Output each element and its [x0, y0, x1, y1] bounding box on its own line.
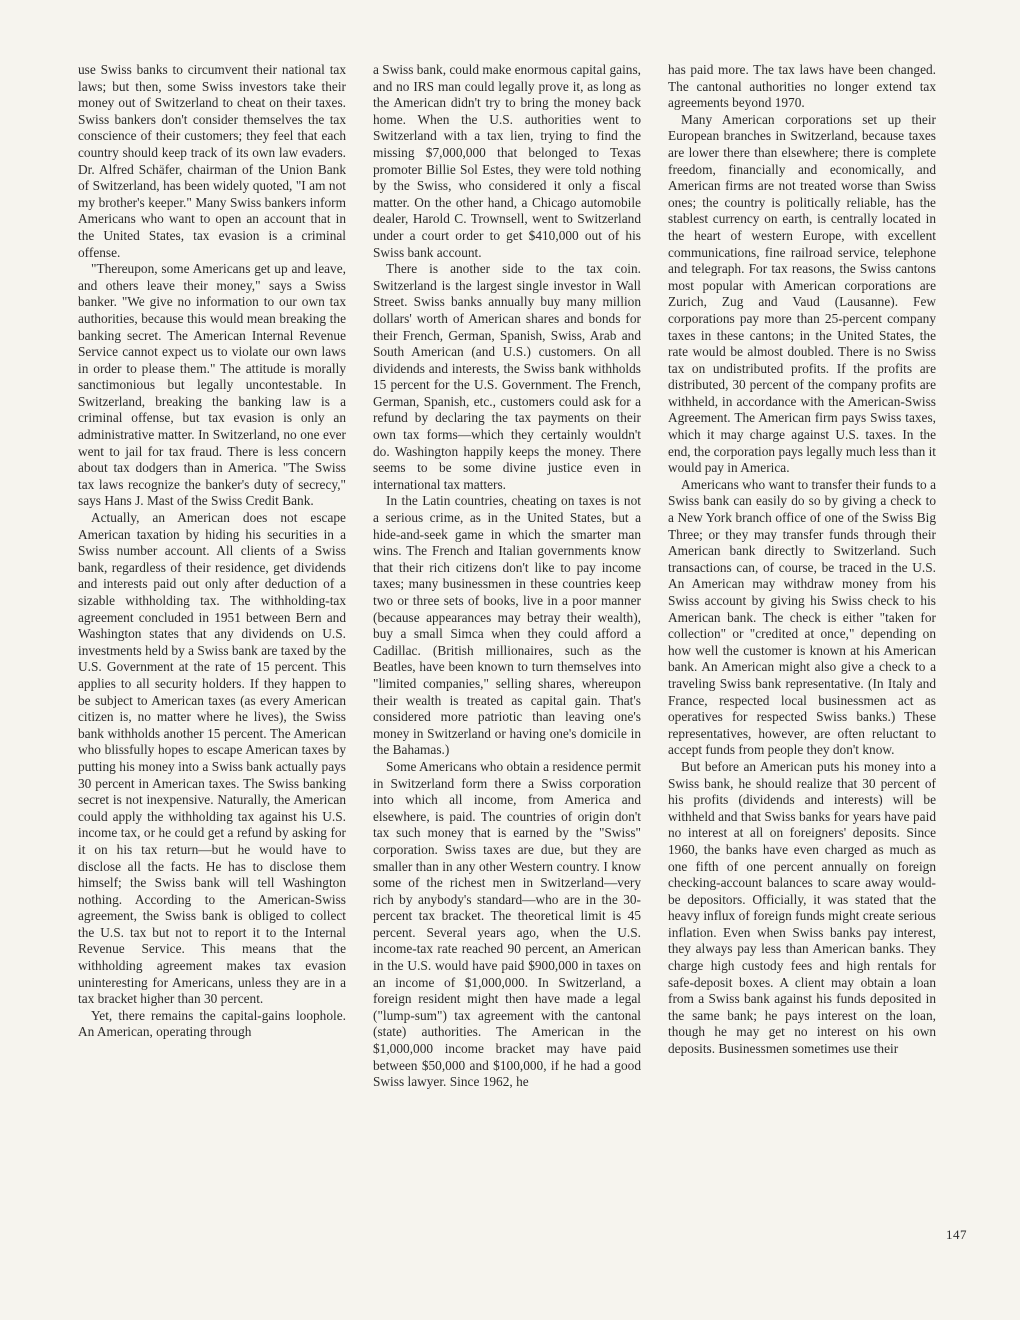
- paragraph: In the Latin countries, cheating on taxes is not a serious crime, as in the United States, but a hide-and-seek game in which the smarter man wins. The French and Italian governments know that their rich citizens don't like to pay income taxes; many businessmen in these countries keep two or three sets of books, live in a poor manner (because appearances may betray their wealth), buy a small Simca when they could afford a Cadillac. (British millionaires, such as the Beatles, have been known to turn themselves into "limited companies," selling shares, whereupon their wealth is treated as capital gain. That's considered more patriotic than leaving one's money in Switzerland or having one's domicile in the Bahamas.): [373, 493, 641, 758]
- paragraph: Yet, there remains the capital-gains loophole. An American, operating through: [78, 1007, 346, 1040]
- paragraph: a Swiss bank, could make enormous capital gains, and no IRS man could legally prove it, as long as the American didn't try to bring the money back home. When the U.S. authorities went to Switzerland with a tax lien, trying to find the missing $7,000,000 that belonged to Texas promoter Billie Sol Estes, they were told nothing by the Swiss, who considered it only a fiscal matter. On the other hand, a Chicago automobile dealer, Harold C. Trownsell, went to Switzerland under a court order to get $410,000 out of his Swiss bank account.: [373, 62, 641, 260]
- paragraph: There is another side to the tax coin. Switzerland is the largest single investor in Wall Street. Swiss banks annually buy many million dollars' worth of American shares and bonds for their French, German, Spanish, Swiss, Arab and South American (and U.S.) customers. On all dividends and interests, the Swiss bank withholds 15 percent for the U.S. Government. The French, German, Spanish, etc., customers could ask for a refund by declaring the tax payments on their own tax forms—which they certainly wouldn't do. Washington happily keeps the money. There seems to be some divine justice even in international tax matters.: [373, 261, 641, 492]
- paragraph: has paid more. The tax laws have been changed. The cantonal authorities no longer extend tax agreements beyond 1970.: [668, 62, 936, 111]
- paragraph: But before an American puts his money into a Swiss bank, he should realize that 30 percent of his profits (dividends and interests) will be withheld and that Swiss banks for years have paid no interest at all on foreigners' deposits. Since 1960, the banks have even charged as much as one fifth of one percent annually on foreign checking-account balances to scare away would-be depositors. Officially, it was stated that the heavy influx of foreign funds might create serious inflation. Even when Swiss banks pay interest, they always pay less than American banks. They charge high custody fees and high rentals for safe-deposit boxes. A client may obtain a loan from a Swiss bank against his funds deposited in the same bank; he pays interest on the loan, though he may get no interest on his own deposits. Businessmen sometimes use their: [668, 758, 936, 1057]
- text-column-1: [78, 62, 346, 1041]
- paragraph: Some Americans who obtain a residence permit in Switzerland form there a Swiss corporation into which all income, from America and elsewhere, is paid. The countries of origin don't tax such money that is earned by the "Swiss" corporation. Swiss taxes are due, but they are smaller than in any other Western country. I know some of the richest men in Switzerland—very rich by anybody's standard—who are in the 30-percent tax bracket. The theoretical limit is 45 percent. Several years ago, when the U.S. income-tax rate reached 90 percent, an American in the U.S. would have paid $900,000 in taxes on an income of $1,000,000. In Switzerland, a foreign resident might then have made a legal ("lump-sum") tax agreement with the cantonal (state) authorities. The American in the $1,000,000 income bracket may have paid between $50,000 and $100,000, if he had a good Swiss lawyer. Since 1962, he: [373, 758, 641, 1090]
- paragraph: Actually, an American does not escape American taxation by hiding his securities in a Swiss number account. All clients of a Swiss bank, regardless of their residence, get dividends and interests paid out only after deduction of a sizable withholding tax. The withholding-tax agreement concluded in 1951 between Bern and Washington states that any dividends on U.S. investments held by a Swiss bank are taxed by the U.S. Government at the rate of 15 percent. This applies to all security holders. If they happen to be subject to American taxes (as every American citizen is, no matter where he lives), the Swiss bank withholds another 15 percent. The American who blissfully hopes to escape American taxes by putting his money into a Swiss bank actually pays 30 percent in American taxes. The Swiss banking secret is not inexpensive. Naturally, the American could apply the withholding tax against his U.S. income tax, or he could get a refund by asking for it on his tax return—but he would have to disclose all the facts. He has to disclose them himself; the Swiss bank will tell Washington nothing. According to the American-Swiss agreement, the Swiss bank is obliged to collect the U.S. tax but not to report it to the Internal Revenue Service. This means that the withholding agreement makes tax evasion uninteresting for Americans, unless they are in a tax bracket higher than 30 percent.: [78, 510, 346, 1007]
- paragraph: Americans who want to transfer their funds to a Swiss bank can easily do so by giving a check to a New York branch office of one of the Swiss Big Three; or they may transfer funds through their American bank directly to Switzerland. Such transactions can, of course, be traced in the U.S. An American may withdraw money from his Swiss account by giving his Swiss check to his American bank. The check is either "taken for collection" or "credited at once," depending on how well the customer is known at his American bank. An American might also give a check to a traveling Swiss bank representative. (In Italy and France, respected local businessmen act as operatives for respected Swiss banks.) These representatives, however, are often reluctant to accept funds from people they don't know.: [668, 476, 936, 758]
- paragraph: use Swiss banks to circumvent their national tax laws; but then, some Swiss investors take their money out of Switzerland to cheat on their taxes. Swiss bankers don't consider themselves the tax conscience of their customers; they feel that each country should keep track of its own law evaders. Dr. Alfred Schäfer, chairman of the Union Bank of Switzerland, has been widely quoted, "I am not my brother's keeper." Many Swiss bankers inform Americans who want to open an account that in the United States, tax evasion is a criminal offense.: [78, 62, 346, 260]
- text-column-2: [373, 62, 641, 1091]
- paragraph: Many American corporations set up their European branches in Switzerland, because taxes are lower there than elsewhere; there is complete freedom, financially and economically, and American firms are not treated worse than Swiss ones; the country is politically reliable, has the stablest currency on earth, is centrally located in the heart of western Europe, with excellent communications, fine railroad service, telephone and telegraph. For tax reasons, the Swiss cantons most popular with American corporations are Zurich, Zug and Vaud (Lausanne). Few corporations pay more than 25-percent company taxes in these cantons; in the United States, the rate would be almost doubled. There is no Swiss tax on undistributed profits. If the profits are distributed, 30 percent of the company profits are withheld, in accordance with the American-Swiss Agreement. The American firm pays Swiss taxes, which it may charge against U.S. taxes. In the end, the corporation pays legally much less than it would pay in America.: [668, 111, 936, 476]
- page-number: 147: [946, 1227, 967, 1242]
- text-column-3: [668, 62, 936, 1058]
- paragraph: "Thereupon, some Americans get up and leave, and others leave their money," says a Swiss banker. "We give no information to our own tax authorities, because this would mean breaking the banking secret. The American Internal Revenue Service cannot expect us to violate our own laws in order to please them." The attitude is morally sanctimonious but legally uncontestable. In Switzerland, breaking the banking law is a criminal offense, but tax evasion is only an administrative matter. In Switzerland, no one ever went to jail for tax fraud. There is less concern about tax dodgers than in America. "The Swiss tax laws recognize the banker's duty of secrecy," says Hans J. Mast of the Swiss Credit Bank.: [78, 261, 346, 509]
